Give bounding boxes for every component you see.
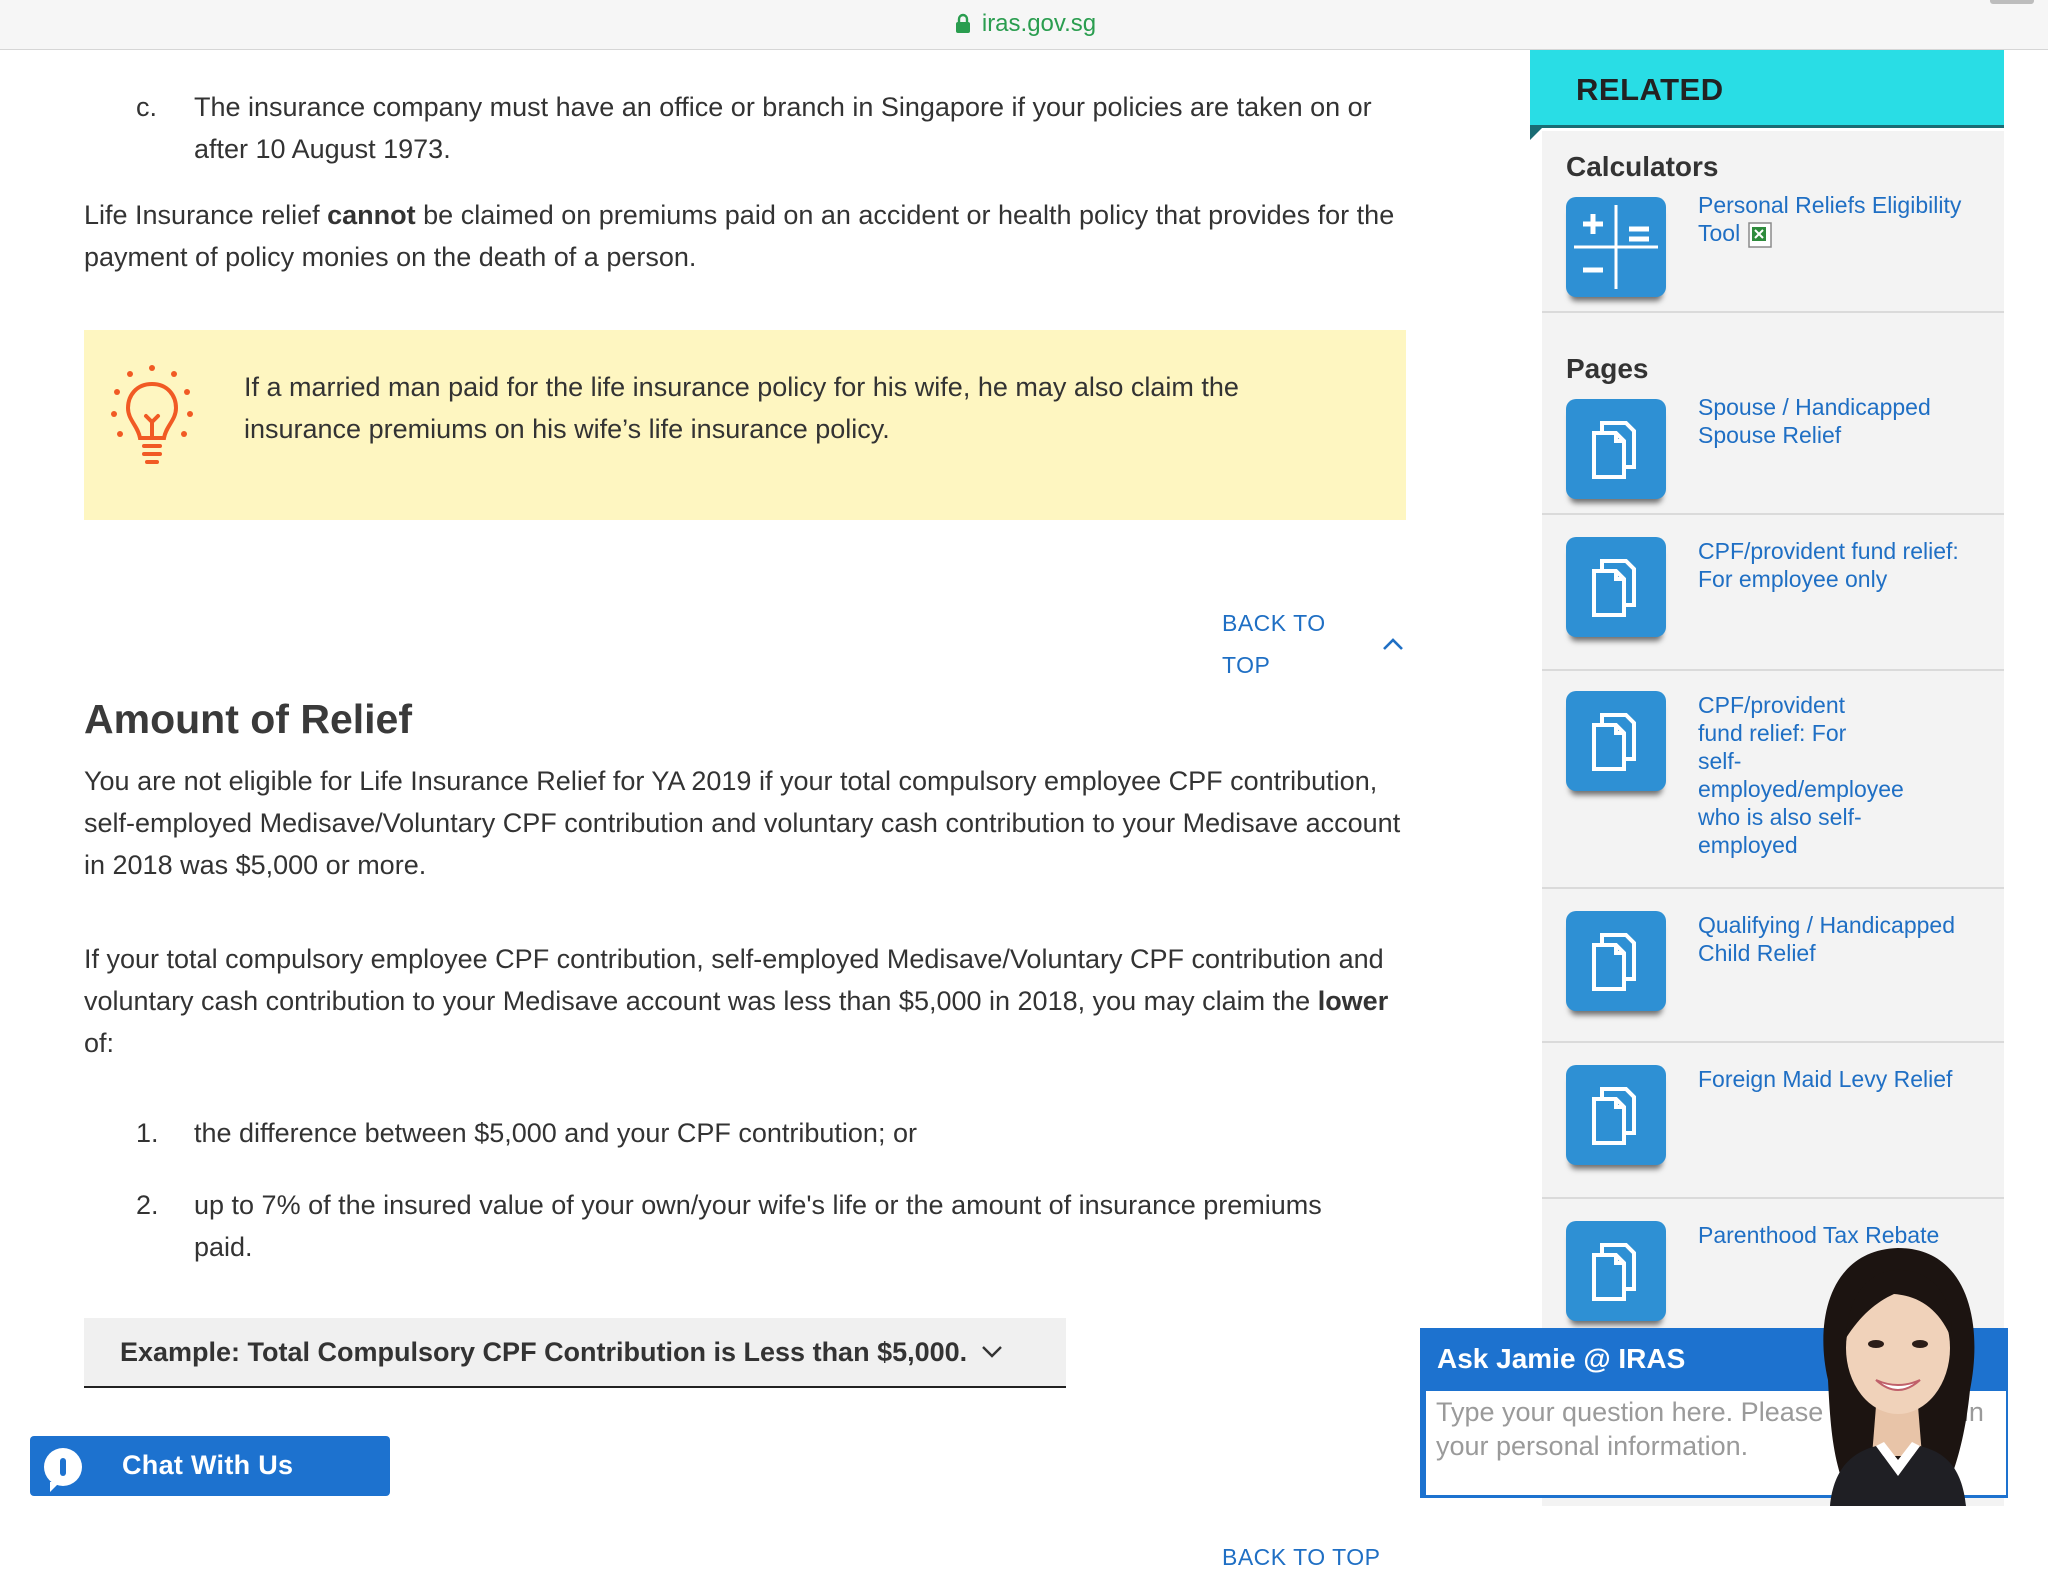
calculators-title: Calculators: [1566, 151, 1719, 182]
list-item-text: up to 7% of the insured value of your own/your wife's life or the amount of insurance premiums paid.: [194, 1190, 1322, 1262]
browser-address-bar: [0, 0, 2048, 50]
chat-label: Chat With Us: [122, 1450, 294, 1480]
assistant-avatar: [1790, 1230, 2000, 1506]
ask-jamie-title: Ask Jamie @ IRAS: [1437, 1343, 1686, 1374]
chat-bubble-icon: [44, 1448, 82, 1486]
related-page-item[interactable]: [1542, 393, 2004, 515]
calculator-icon: [1566, 197, 1666, 297]
related-page-item[interactable]: [1542, 517, 2004, 671]
list-item-text: the difference between $5,000 and your CPF contribution; or: [194, 1118, 917, 1148]
related-calculator-item[interactable]: [1542, 191, 2004, 313]
list-marker: 1.: [136, 1118, 159, 1148]
documents-icon: [1566, 399, 1666, 499]
chevron-down-icon: [981, 1345, 1003, 1359]
lock-icon: [952, 13, 974, 35]
related-page-item[interactable]: [1542, 1045, 2004, 1199]
related-header-fold: [1530, 128, 1542, 140]
list-item-text: The insurance company must have an office or branch in Singapore if your policies are taken on or after 10 August 1973.: [194, 92, 1372, 164]
related-page-link[interactable]: Foreign Maid Levy Relief: [1698, 1066, 1953, 1092]
example-accordion-toggle[interactable]: [84, 1318, 1066, 1388]
lightbulb-icon: [112, 362, 192, 472]
related-page-item[interactable]: [1542, 891, 2004, 1043]
documents-icon: [1566, 1065, 1666, 1165]
documents-icon: [1566, 691, 1666, 791]
documents-icon: [1566, 537, 1666, 637]
emphasis-lower: lower: [1317, 986, 1389, 1016]
related-page-link[interactable]: Qualifying / Handicapped Child Relief: [1698, 912, 1955, 966]
tip-text: If a married man paid for the life insurance policy for his wife, he may also claim the insurance premiums on his wife’s life insurance policy.: [244, 372, 1239, 444]
list-item-c: [84, 86, 1424, 176]
eligibility-paragraph: You are not eligible for Life Insurance Relief for YA 2019 if your total compulsory employee CPF contribution, self-employed Medisave/Voluntary CPF contribution and voluntary cash contribution to your Medisave account in 2018 was $5,000 or more.: [84, 766, 1401, 880]
back-to-top-link[interactable]: BACK TO TOP: [1222, 602, 1404, 686]
related-page-link[interactable]: CPF/provident fund relief: For employee only: [1698, 538, 1959, 592]
cannot-claim-paragraph: Life Insurance relief cannot be claimed on premiums paid on an accident or health policy that provides for the payment of policy monies on the death of a person.: [84, 200, 1395, 272]
tab-corner: [1990, 0, 2034, 4]
calculator-link[interactable]: Personal Reliefs Eligibility Tool: [1698, 191, 1998, 249]
claim-paragraph: If your total compulsory employee CPF contribution, self-employed Medisave/Voluntary CPF contribution and voluntary cash contribution to your Medisave account was less than $5,000 in 2018, you may claim the lower of:: [84, 944, 1389, 1058]
list-marker: 2.: [136, 1190, 159, 1220]
emphasis-cannot: cannot: [327, 200, 416, 230]
related-page-link[interactable]: Spouse / Handicapped Spouse Relief: [1698, 394, 1931, 448]
pages-title: Pages: [1566, 353, 1649, 384]
section-heading: Amount of Relief: [84, 696, 412, 742]
list-item: [84, 1112, 1424, 1158]
main-content: [84, 50, 1404, 1570]
related-header: [1530, 50, 2004, 128]
documents-icon: [1566, 1221, 1666, 1321]
back-to-top-link-bottom[interactable]: BACK TO TOP: [1222, 1544, 1381, 1570]
documents-icon: [1566, 911, 1666, 1011]
list-marker: c.: [136, 92, 158, 122]
chevron-up-icon: [1382, 637, 1404, 651]
related-page-link[interactable]: CPF/provident fund relief: For self-employed/employee who is also self-employed: [1698, 692, 1904, 858]
tip-box: [84, 330, 1406, 520]
url-display[interactable]: [0, 0, 2048, 48]
chat-with-us-button[interactable]: [30, 1436, 390, 1496]
example-accordion-label: Example: Total Compulsory CPF Contribution is Less than $5,000.: [120, 1337, 968, 1367]
url-text: iras.gov.sg: [981, 10, 1097, 37]
related-title: RELATED: [1576, 72, 1724, 107]
related-page-link[interactable]: Parenthood Tax Rebate: [1698, 1222, 1940, 1248]
excel-file-icon: [1746, 221, 1774, 249]
list-item: [84, 1184, 1424, 1274]
related-page-item[interactable]: [1542, 673, 2004, 889]
